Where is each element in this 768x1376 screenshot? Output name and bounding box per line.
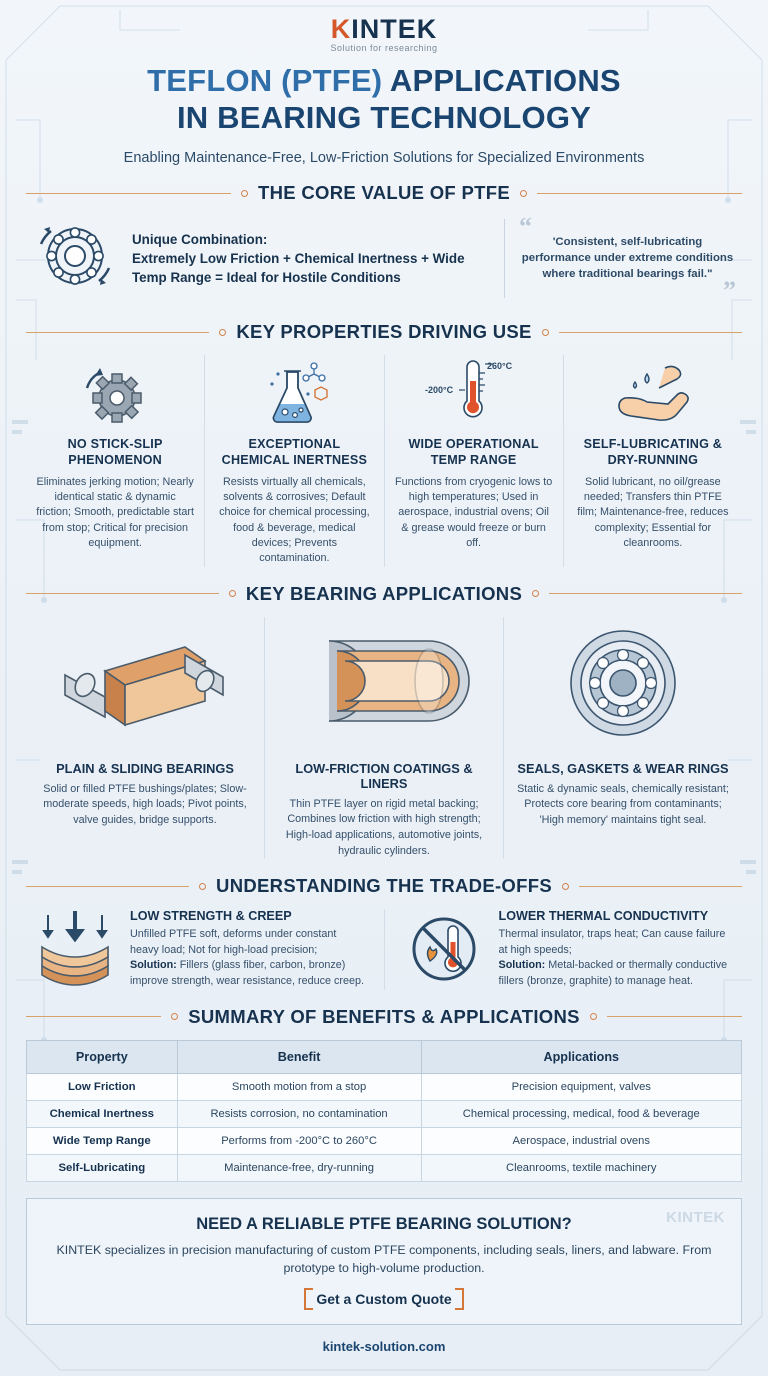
core-value-text — [132, 230, 486, 287]
tradeoffs-grid — [26, 909, 742, 990]
tradeoff-solution-text: Metal-backed or thermally conductive fillers (bronze, graphite) to manage heat. — [498, 959, 728, 988]
page-title-accent: TEFLON (PTFE) — [147, 63, 383, 98]
property-body: Functions from cryogenic lows to high temperatures; Used in aerospace, industrial ovens; Oil & grease would freeze or burn off. — [395, 475, 553, 549]
ball-bearing-icon — [32, 218, 118, 299]
divider-line — [26, 886, 189, 887]
cta-watermark-logo: KINTEK — [666, 1208, 725, 1226]
divider-line — [26, 593, 219, 594]
property-body: Eliminates jerking motion; Nearly identical static & dynamic friction; Smooth, predictable start from stop; Critical for precision equipment. — [36, 475, 195, 549]
footer-website-link[interactable]: kintek-solution.com — [322, 1338, 446, 1354]
temp-high-label: 260°C — [486, 361, 512, 372]
section-title-properties: KEY PROPERTIES DRIVING USE — [236, 321, 532, 343]
divider-dot — [520, 190, 527, 197]
thermometer-icon — [395, 355, 553, 431]
property-card — [205, 355, 384, 566]
application-body: Static & dynamic seals, chemically resistant; Protects core bearing from contaminants; 'High memory' maintains tight seal. — [517, 782, 729, 826]
liner-bushing-icon — [275, 617, 493, 755]
property-title: NO STICK-SLIP PHENOMENON — [67, 437, 163, 467]
section-header-tradeoffs — [26, 875, 742, 897]
divider-dot — [542, 329, 549, 336]
divider-dot — [562, 883, 569, 890]
brand-tagline: Solution for researching — [330, 43, 438, 53]
table-cell-benefit: Smooth motion from a stop — [177, 1073, 421, 1100]
page-title-line1-rest: APPLICATIONS — [382, 63, 621, 98]
tradeoff-body — [130, 927, 368, 990]
table-cell-benefit: Performs from -200°C to 260°C — [177, 1127, 421, 1154]
hand-drop-icon — [574, 355, 732, 431]
quote-mark-close-icon: ” — [723, 275, 736, 305]
section-header-core — [26, 182, 742, 204]
property-card — [564, 355, 742, 566]
divider-line — [579, 886, 742, 887]
application-card — [265, 617, 504, 860]
properties-grid — [26, 355, 742, 566]
section-header-summary — [26, 1006, 742, 1028]
temp-low-label: -200°C — [424, 385, 453, 396]
cta-body: KINTEK specializes in precision manufacturing of custom PTFE components, including seals, liners, and labware. From prototype to high-volume production. — [56, 1242, 712, 1275]
table-row — [27, 1100, 742, 1127]
divider-line — [26, 332, 209, 333]
section-header-properties — [26, 321, 742, 343]
property-title: SELF-LUBRICATING & DRY-RUNNING — [583, 437, 723, 467]
property-body: Solid lubricant, no oil/grease needed; Transfers thin PTFE film; Maintenance-free, reduces complexity; Essential for cleanrooms. — [577, 475, 729, 549]
tradeoff-body-text: Thermal insulator, traps heat; Can cause failure at high speeds; — [498, 928, 726, 956]
application-card — [26, 617, 265, 860]
brand-name — [26, 14, 742, 45]
seal-ring-icon — [514, 617, 732, 755]
table-cell-applications: Aerospace, industrial ovens — [421, 1127, 741, 1154]
tradeoff-text — [130, 909, 368, 990]
divider-dot — [199, 883, 206, 890]
divider-line — [549, 593, 742, 594]
table-row — [27, 1073, 742, 1100]
page-title — [26, 63, 742, 136]
divider-dot — [219, 329, 226, 336]
page-title-line2: IN BEARING TECHNOLOGY — [176, 99, 592, 135]
divider-line — [26, 1016, 161, 1017]
application-body: Solid or filled PTFE bushings/plates; Slow-moderate speeds, high loads; Pivot points, valve guides, bridge supports. — [43, 782, 247, 826]
summary-table — [26, 1040, 742, 1182]
core-value-block — [26, 212, 742, 305]
property-title: WIDE OPERATIONAL TEMP RANGE — [408, 437, 539, 467]
section-title-core: THE CORE VALUE OF PTFE — [258, 182, 510, 204]
divider-line — [559, 332, 742, 333]
quote-mark-open-icon: “ — [519, 212, 532, 242]
table-header-cell: Property — [27, 1040, 178, 1073]
property-card — [385, 355, 564, 566]
tradeoff-solution-text: Fillers (glass fiber, carbon, bronze) improve strength, wear resistance, reduce creep. — [130, 959, 365, 988]
application-title: PLAIN & SLIDING BEARINGS — [56, 760, 234, 776]
table-row — [27, 1154, 742, 1181]
divider-line — [537, 193, 742, 194]
section-header-applications — [26, 583, 742, 605]
section-title-tradeoffs: UNDERSTANDING THE TRADE-OFFS — [216, 875, 552, 897]
tradeoff-solution-label: Solution: — [498, 959, 546, 972]
section-title-summary: SUMMARY OF BENEFITS & APPLICATIONS — [188, 1005, 580, 1027]
divider-dot — [241, 190, 248, 197]
tradeoff-title: LOWER THERMAL CONDUCTIVITY — [498, 909, 709, 924]
divider-line — [26, 193, 231, 194]
tradeoff-body — [499, 927, 737, 990]
application-title: SEALS, GASKETS & WEAR RINGS — [517, 760, 729, 776]
table-header-cell: Benefit — [177, 1040, 421, 1073]
tradeoff-text — [499, 909, 737, 990]
gear-rotation-icon — [36, 355, 194, 431]
load-compression-icon — [32, 909, 118, 990]
property-card — [26, 355, 205, 566]
cta-heading: NEED A RELIABLE PTFE BEARING SOLUTION? — [196, 1214, 572, 1233]
tradeoff-body-text: Unfilled PTFE soft, deforms under constant heavy load; Not for high-load precision; — [130, 928, 337, 956]
table-cell-property: Low Friction — [27, 1073, 178, 1100]
tradeoff-card — [26, 909, 385, 990]
table-cell-property: Self-Lubricating — [27, 1154, 178, 1181]
brand-name-initial: K — [330, 14, 352, 44]
section-title-applications: KEY BEARING APPLICATIONS — [245, 582, 523, 604]
table-header-row — [27, 1040, 742, 1073]
page-subtitle: Enabling Maintenance-Free, Low-Friction Solutions for Specialized Environments — [123, 150, 645, 167]
core-value-heading: Unique Combination: — [132, 232, 268, 248]
divider-dot — [590, 1013, 597, 1020]
brand-name-rest: INTEK — [351, 14, 438, 44]
application-title: LOW-FRICTION COATINGS & LINERS — [295, 760, 473, 791]
flask-icon — [215, 355, 373, 431]
table-cell-applications: Chemical processing, medical, food & beverage — [421, 1100, 741, 1127]
plain-bearing-icon — [36, 617, 254, 755]
table-cell-benefit: Maintenance-free, dry-running — [177, 1154, 421, 1181]
core-value-quote — [504, 212, 736, 305]
table-cell-benefit: Resists corrosion, no contamination — [177, 1100, 421, 1127]
table-cell-applications: Cleanrooms, textile machinery — [421, 1154, 741, 1181]
divider-dot — [532, 590, 539, 597]
table-cell-property: Wide Temp Range — [27, 1127, 178, 1154]
application-body: Thin PTFE layer on rigid metal backing; Combines low friction with high strength; High-load applications, automotive joints, hydraulic cylinders. — [285, 797, 483, 857]
divider-dot — [229, 590, 236, 597]
table-row — [27, 1127, 742, 1154]
property-title: EXCEPTIONAL CHEMICAL INERTNESS — [221, 437, 368, 467]
tradeoff-title: LOW STRENGTH & CREEP — [130, 909, 292, 924]
tradeoff-card — [385, 909, 743, 990]
core-value-body: Extremely Low Friction + Chemical Inertness + Wide Temp Range = Ideal for Hostile Conditions — [132, 251, 465, 286]
table-cell-applications: Precision equipment, valves — [421, 1073, 741, 1100]
table-header-cell: Applications — [421, 1040, 741, 1073]
application-card — [504, 617, 742, 860]
applications-grid — [26, 617, 742, 860]
no-heat-icon — [401, 909, 487, 990]
divider-line — [607, 1016, 742, 1017]
cta-panel — [26, 1198, 742, 1325]
brand-logo — [26, 14, 742, 53]
tradeoff-solution-label: Solution: — [130, 959, 177, 972]
table-cell-property: Chemical Inertness — [27, 1100, 178, 1127]
property-body: Resists virtually all chemicals, solvents & corrosives; Default choice for chemical processing, food & beverage, medical devices; Prevents contamination. — [219, 475, 370, 565]
quote-text: 'Consistent, self-lubricating performance under extreme conditions where traditional bearings fail." — [521, 235, 734, 280]
divider-dot — [171, 1013, 178, 1020]
get-a-custom-quote-button[interactable]: Get a Custom Quote — [304, 1288, 463, 1310]
